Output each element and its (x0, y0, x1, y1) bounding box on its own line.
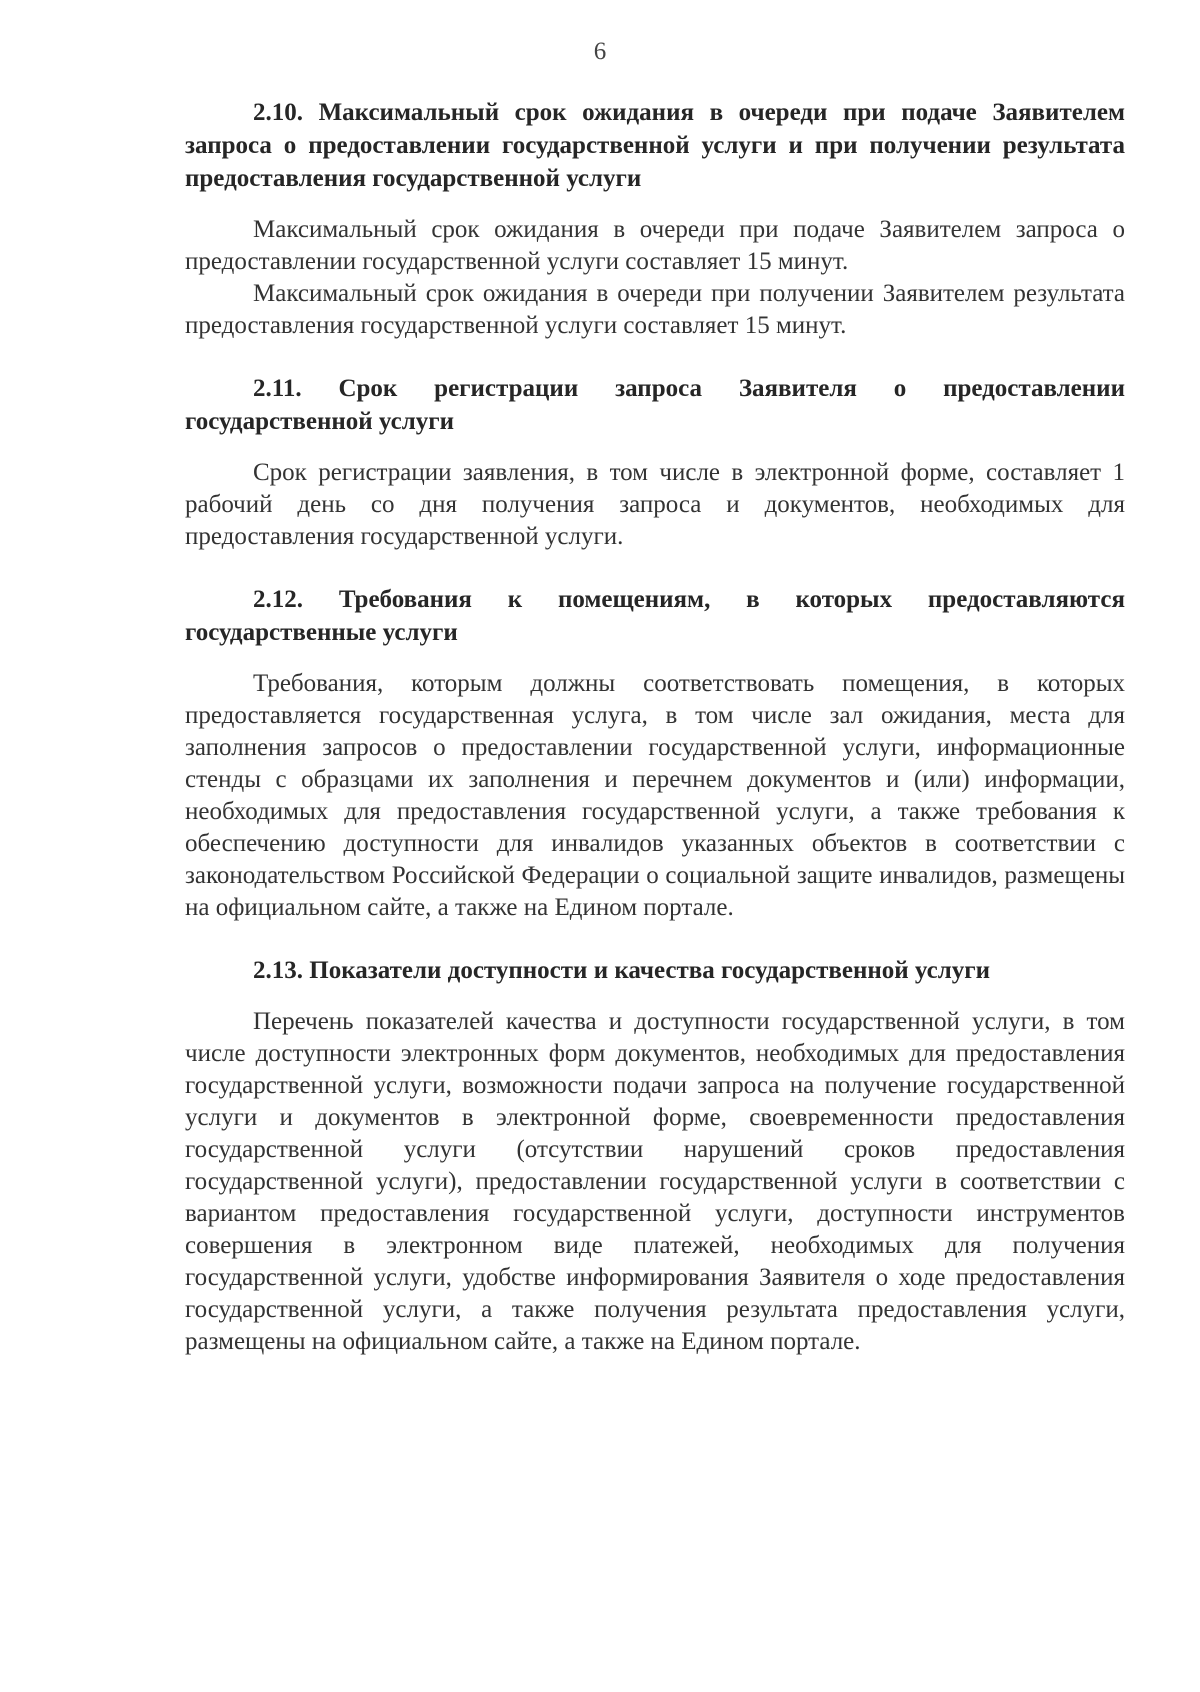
paragraph: Максимальный срок ожидания в очереди при получении Заявителем результата предоставления государственной услуги составляет 15 минут. (185, 280, 1125, 339)
section-heading: 2.12. Требования к помещениям, в которых предоставляются государственные услуги (185, 586, 1125, 646)
page-number: 6 (593, 38, 607, 65)
paragraph: Перечень показателей качества и доступности государственной услуги, в том числе доступности электронных форм документов, необходимых для предоставления государственной услуги, возможности подачи запроса на получение государственной услуги и документов в электронной форме, своевременности предоставления государственной услуги (отсутствии нарушений сроков предоставления государственной услуги), предоставлении государственной услуги в соответствии с вариантом предоставления государственной услуги, доступности инструментов совершения в электронном виде платежей, необходимых для получения государственной услуги, удобстве информирования Заявителя о ходе предоставления государственной услуги, а также получения результата предоставления услуги, размещены на официальном сайте, а также на Едином портале. (185, 1008, 1125, 1355)
section-2-13 (185, 954, 1125, 1358)
section-heading: 2.13. Показатели доступности и качества государственной услуги (253, 957, 991, 984)
document-body (185, 96, 1125, 1388)
paragraph: Требования, которым должны соответствовать помещения, в которых предоставляется государственная услуга, в том числе зал ожидания, места для заполнения запросов о предоставлении государственной услуги, информационные стенды с образцами их заполнения и перечнем документов и (или) информации, необходимых для предоставления государственной услуги, а также требования к обеспечению доступности для инвалидов указанных объектов в соответствии с законодательством Российской Федерации о социальной защите инвалидов, размещены на официальном сайте, а также на Едином портале. (185, 670, 1125, 921)
section-heading: 2.10. Максимальный срок ожидания в очереди при подаче Заявителем запроса о предоставлении государственной услуги и при получении результата предоставления государственной услуги (185, 99, 1125, 192)
section-2-11 (185, 372, 1125, 553)
section-2-12 (185, 583, 1125, 924)
paragraph: Максимальный срок ожидания в очереди при подаче Заявителем запроса о предоставлении государственной услуги составляет 15 минут. (185, 216, 1125, 275)
section-heading: 2.11. Срок регистрации запроса Заявителя о предоставлении государственной услуги (185, 375, 1125, 435)
paragraph: Срок регистрации заявления, в том числе в электронной форме, составляет 1 рабочий день со дня получения запроса и документов, необходимых для предоставления государственной услуги. (185, 459, 1125, 550)
section-2-10 (185, 96, 1125, 342)
